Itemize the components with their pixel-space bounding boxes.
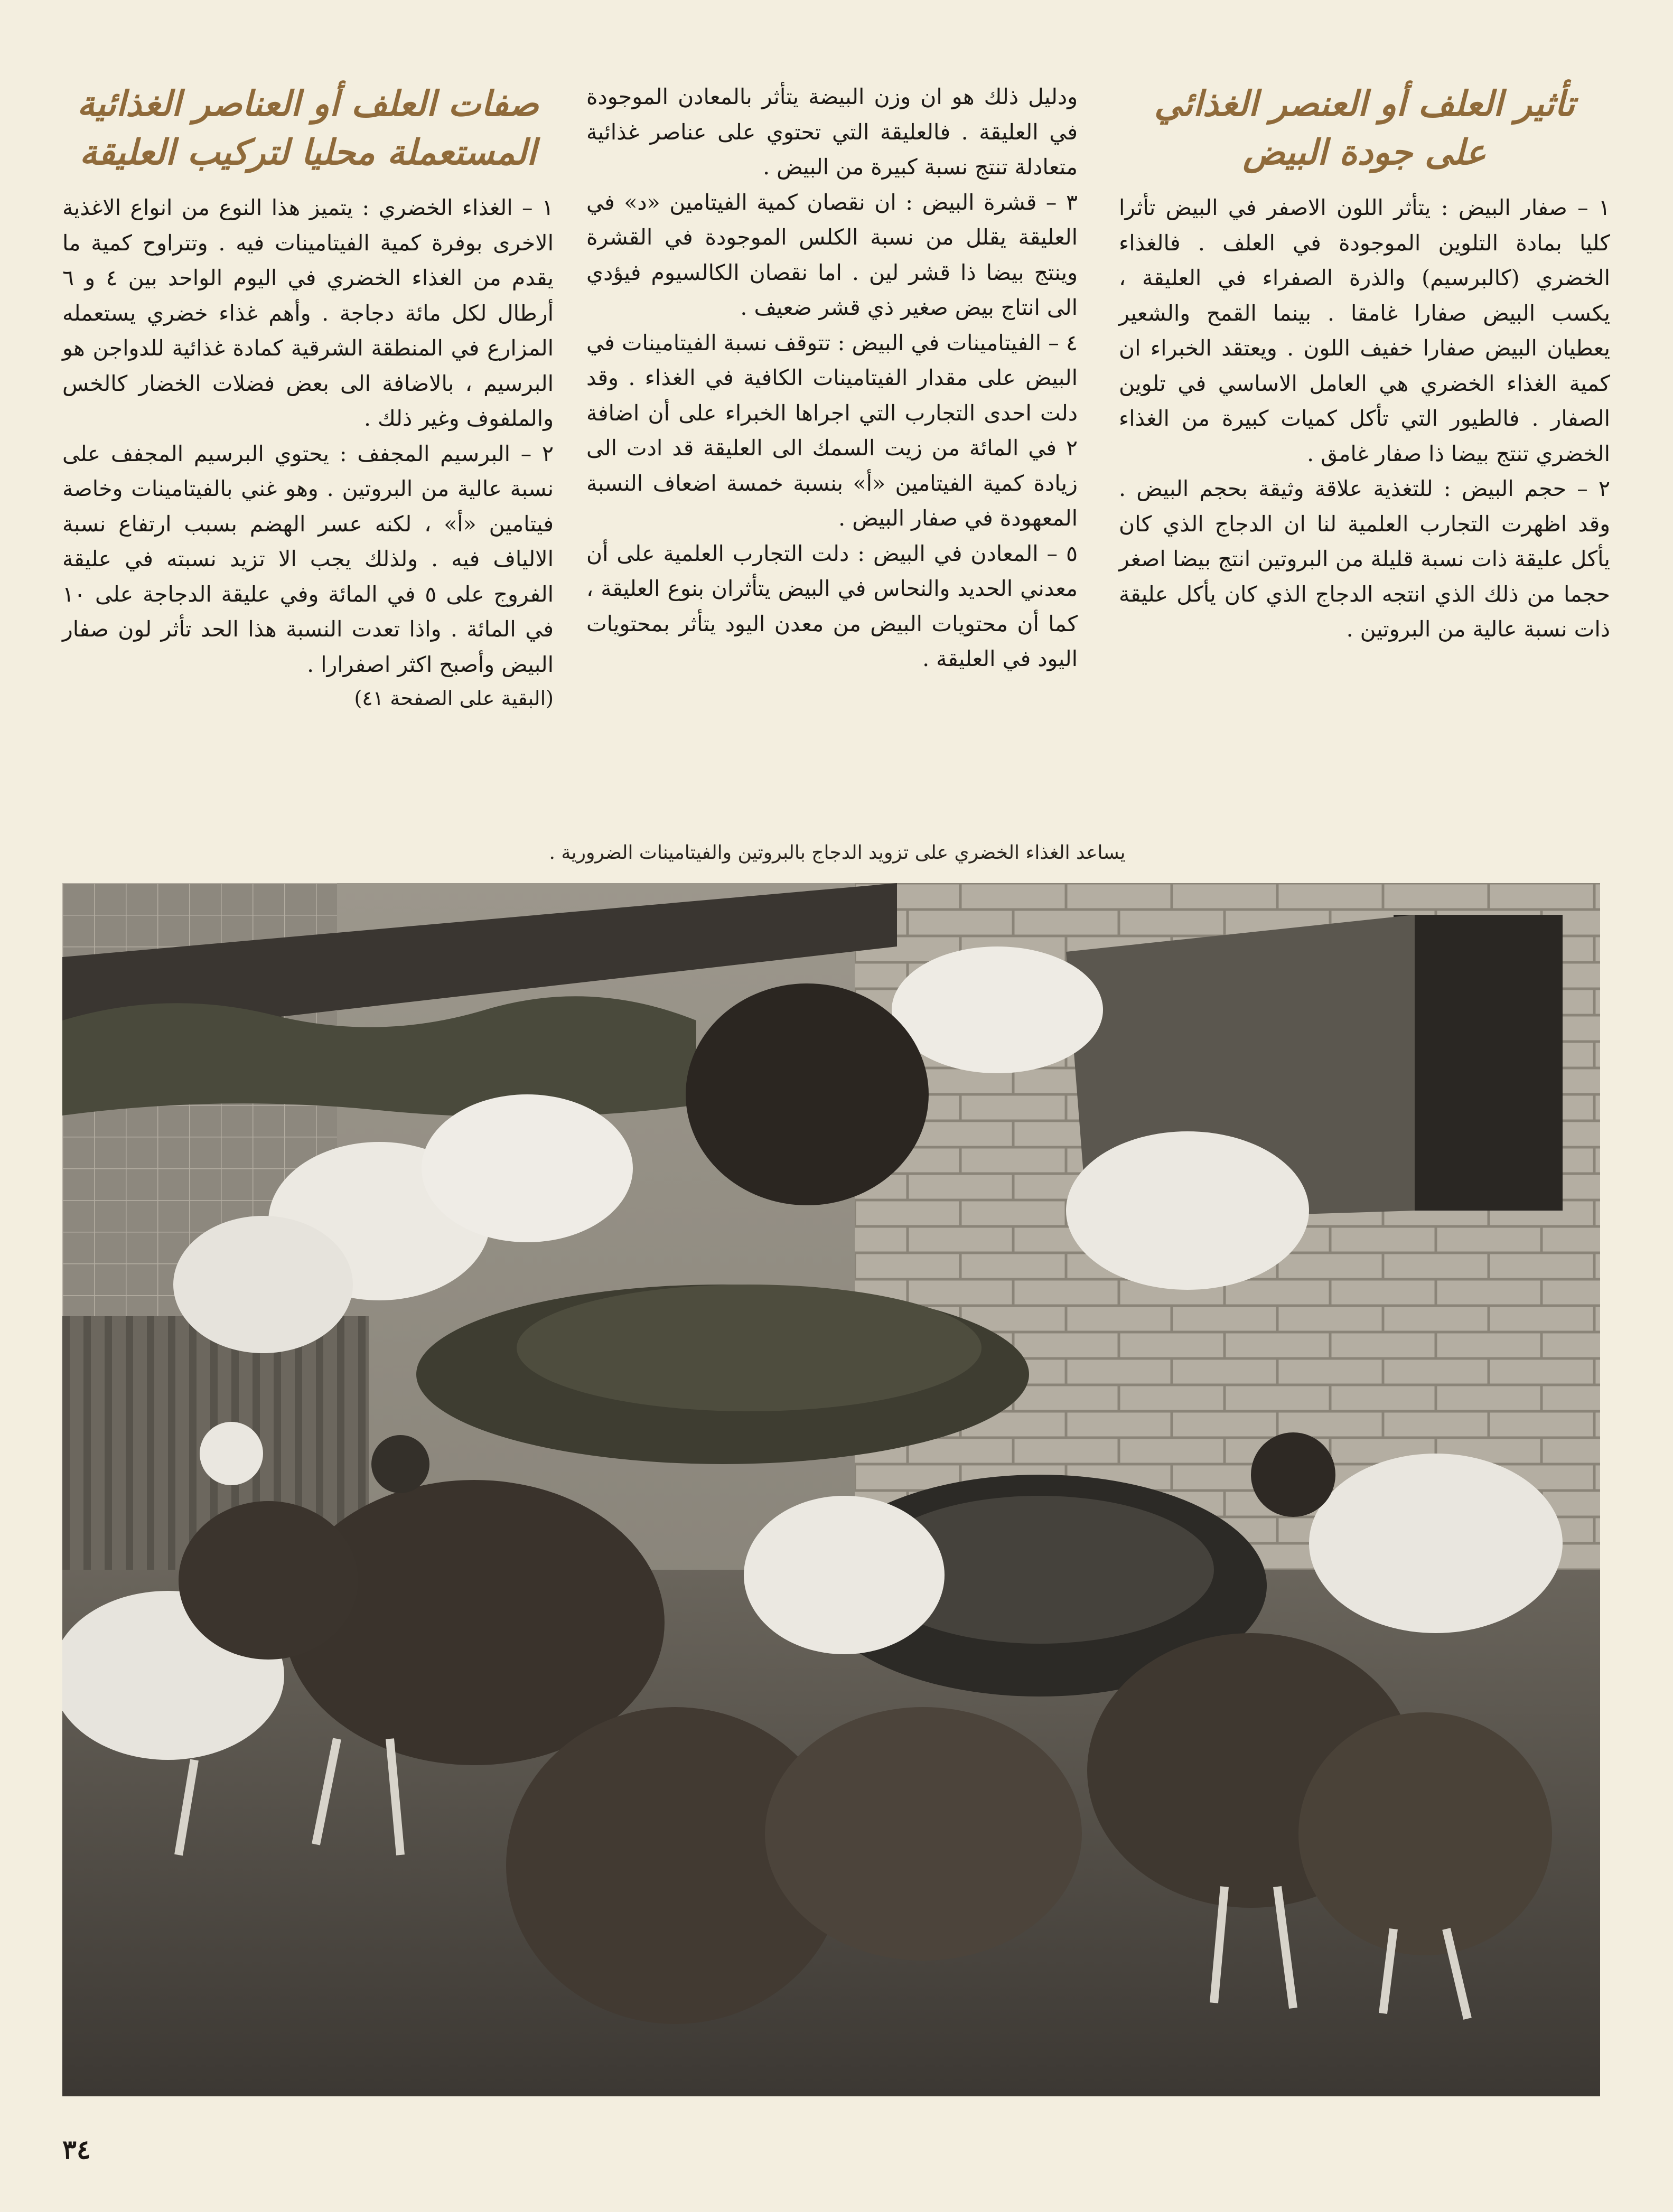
paragraph-dried-clover: ٢ – البرسيم المجفف : يحتوي البرسيم المجفف على نسبة عالية من البروتين . وهو غني بالفيتامينات وخاصة فيتامين «أ» ، لكنه عسر الهضم بسبب ارتفاع نسبة الالياف فيه . ولذلك يجب الا تزيد نسبته في عليقة الفروج على ٥ في المائة وفي عليقة الدجاجة على ١٠ في المائة . واذا تعدت النسبة هذا الحد تأثر لون صفار البيض وأصبح اكثر اصفرارا . <box>62 440 554 677</box>
heading-line: على جودة البيض <box>1242 132 1487 173</box>
paragraph-green-feed: ١ – الغذاء الخضري : يتميز هذا النوع من انواع الاغذية الاخرى بوفرة كمية الفيتامينات فيه . وتتراوح كمية ما يقدم من الغذاء الخضري في اليوم الواحد بين ٤ و ٦ أرطال لكل مائة دجاجة . وأهم غذاء خضري يستعمله المزارع في المنطقة الشرقية كمادة غذائية للدواجن هو البرسيم ، بالاضافة الى بعض فضلات الخضار كالخس والملفوف وغير ذلك . <box>62 195 554 431</box>
heading-line: المستعملة محليا لتركيب العليقة <box>79 132 537 173</box>
paragraph-minerals-weight: ودليل ذلك هو ان وزن البيضة يتأثر بالمعادن الموجودة في العليقة . فالعليقة التي تحتوي على عناصر غذائية متعادلة تنتج نسبة كبيرة من البيض . <box>586 84 1078 180</box>
left-column-heading <box>62 79 554 176</box>
paragraph-minerals: ٥ – المعادن في البيض : دلت التجارب العلمية على أن معدني الحديد والنحاس في البيض يتأثران بنوع العليقة ، كما أن محتويات البيض من معدن اليود يتأثر بمحتويات اليود في العليقة . <box>586 540 1078 671</box>
heading-line: صفات العلف أو العناصر الغذائية <box>77 83 539 124</box>
right-column <box>1119 79 1610 647</box>
paragraph-egg-size: ٢ – حجم البيض : للتغذية علاقة وثيقة بحجم البيض . وقد اظهرت التجارب العلمية لنا ان الدجاج الذي كان يأكل عليقة ذات نسبة قليلة من البروتين انتج بيضا اصغر حجما من ذلك الذي انتجه الدجاج الذي كان يأكل عليقة ذات نسبة عالية من البروتين . <box>1119 476 1610 642</box>
right-column-heading <box>1119 79 1610 176</box>
chickens-photo <box>62 883 1600 2096</box>
continuation-note: (البقية على الصفحة ٤١) <box>354 687 554 710</box>
paragraph-egg-yolk: ١ – صفار البيض : يتأثر اللون الاصفر في البيض تأثرا كليا بمادة التلوين الموجودة في العلف . فالغذاء الخضري (كالبرسيم) والذرة الصفراء في العليقة ، يكسب البيض صفارا غامقا . بينما القمح والشعير يعطيان البيض صفارا خفيف اللون . ويعتقد الخبراء ان كمية الغذاء الخضري هي العامل الاساسي في تلوين الصفار . فالطيور التي تأكل كميات كبيرة من الغذاء الخضري تنتج بيضا ذا صفار غامق . <box>1119 195 1610 466</box>
page-number: ٣٤ <box>62 2134 91 2165</box>
paragraph-egg-shell: ٣ – قشرة البيض : ان نقصان كمية الفيتامين «د» في العليقة يقلل من نسبة الكلس الموجودة في القشرة وينتج بيضا ذا قشر لين . اما نقصان الكالسيوم فيؤدي الى انتاج بيض صغير ذي قشر ضعيف . <box>586 189 1078 320</box>
heading-line: تأثير العلف أو العنصر الغذائي <box>1154 83 1575 124</box>
chickens-photo-illustration <box>62 883 1600 2096</box>
paragraph-vitamins: ٤ – الفيتامينات في البيض : تتوقف نسبة الفيتامينات في البيض على مقدار الفيتامينات الكافية في الغذاء . وقد دلت احدى التجارب التي اجراها الخبراء على أن اضافة ٢ في المائة من زيت السمك الى العليقة قد ادت الى زيادة كمية الفيتامين «أ» بنسبة خمسة اضعاف النسبة المعهودة في صفار البيض . <box>586 330 1078 531</box>
left-column <box>62 79 554 715</box>
middle-column <box>586 79 1078 677</box>
photo-caption: يساعد الغذاء الخضري على تزويد الدجاج بالبروتين والفيتامينات الضرورية . <box>549 842 1126 864</box>
